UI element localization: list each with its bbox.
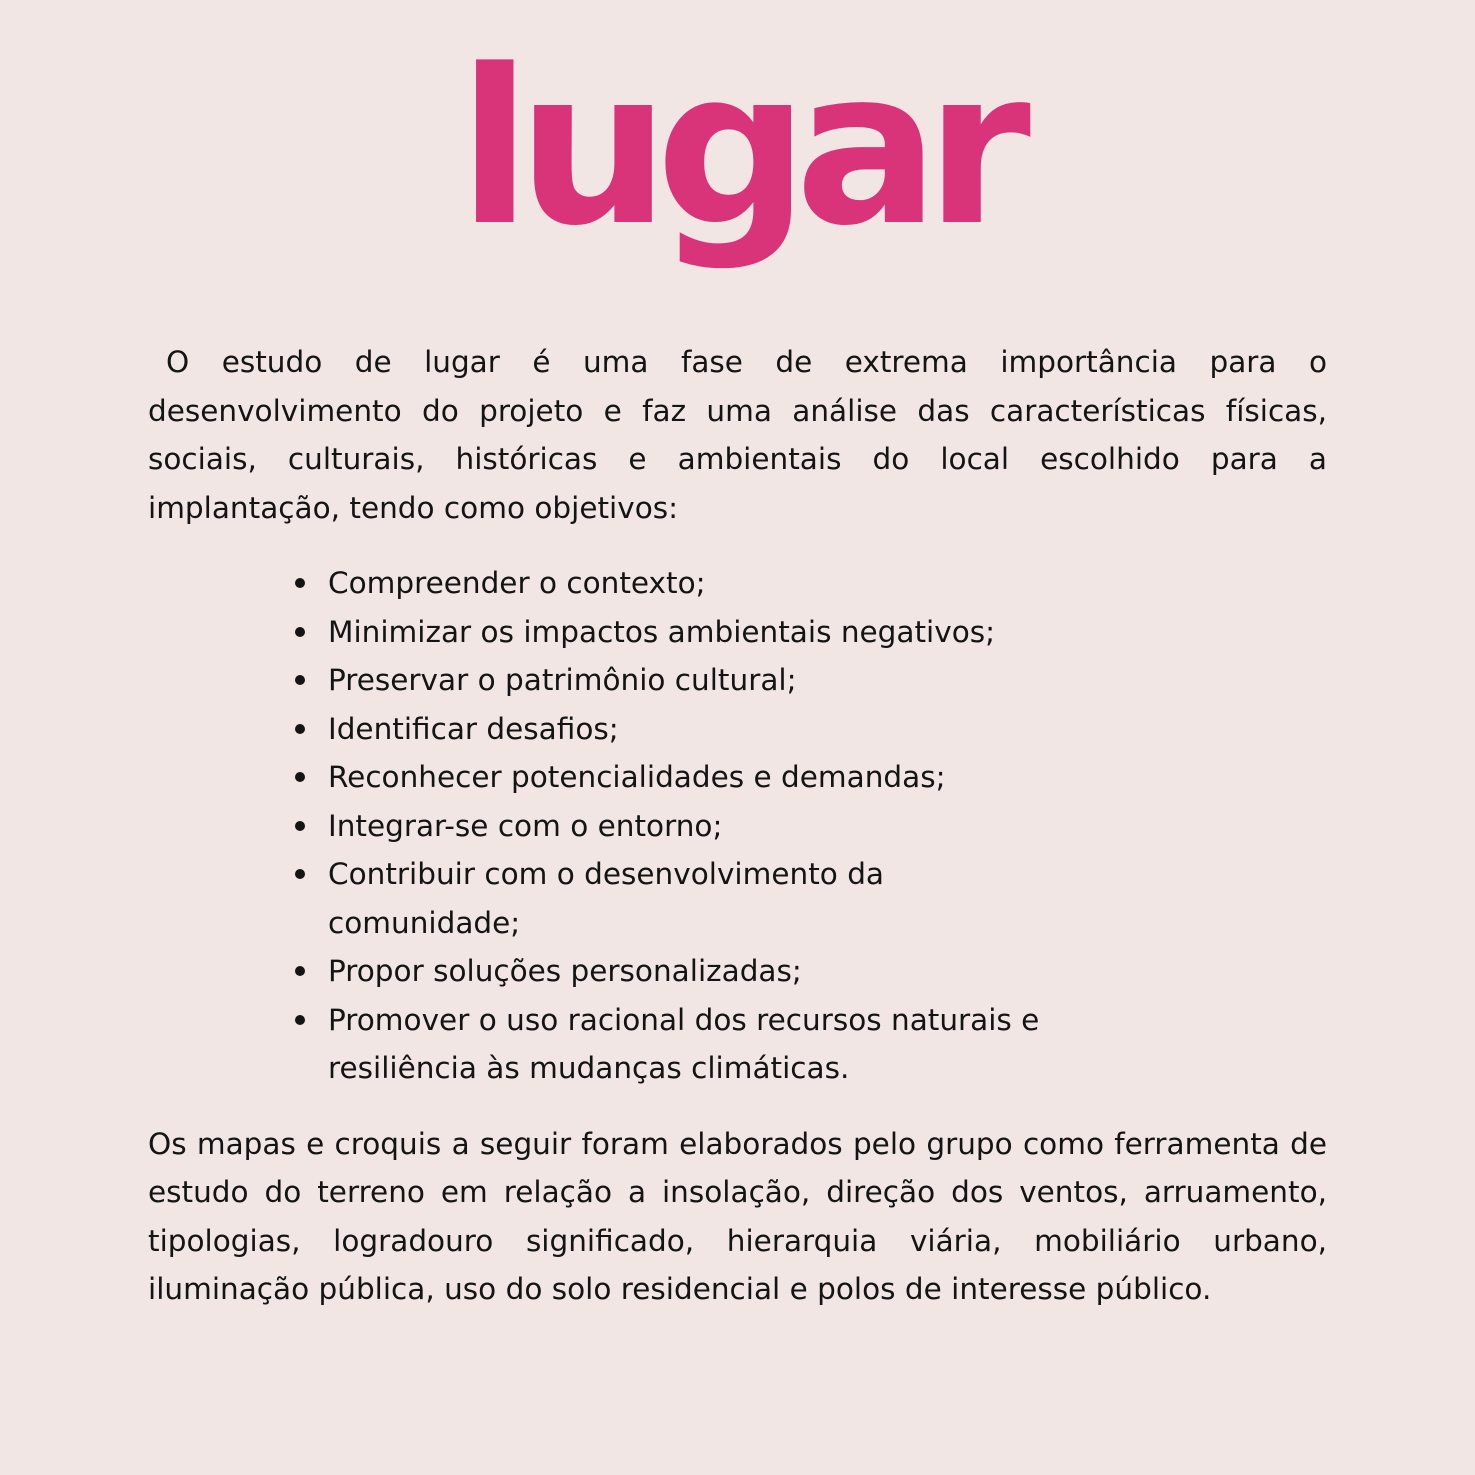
bullet-icon (295, 724, 305, 734)
list-item (328, 656, 1068, 705)
list-item-text: Compreender o contexto; (328, 566, 706, 600)
list-item (328, 947, 1068, 996)
bullet-icon (295, 627, 305, 637)
intro-paragraph: O estudo de lugar é uma fase de extrema importância para o desenvolvimento do projeto e faz uma análise das características físicas, sociais, culturais, históricas e ambientais do local escolhido para a implantação, tendo como objetivos: (148, 345, 1327, 525)
list-item-text: Propor soluções personalizadas; (328, 954, 802, 988)
list-item (328, 559, 1068, 608)
list-item-text: Promover o uso racional dos recursos naturais e resiliência às mudanças climáticas. (328, 1002, 1040, 1085)
list-item-text: Minimizar os impactos ambientais negativos; (328, 614, 996, 649)
list-item-text: Preservar o patrimônio cultural; (328, 663, 797, 697)
bullet-icon (295, 869, 305, 879)
closing-paragraph: Os mapas e croquis a seguir foram elaborados pelo grupo como ferramenta de estudo do terreno em relação a insolação, direção dos ventos, arruamento, tipologias, logradouro significado, hierarquia viária, mobiliário urbano, iluminação pública, uso do solo residencial e polos de interesse público. (148, 1126, 1327, 1306)
objectives-list (148, 559, 1327, 1093)
list-item-text: Integrar-se com o entorno; (328, 808, 723, 843)
list-item (328, 705, 1068, 754)
bullet-icon (295, 966, 305, 976)
list-item (328, 802, 1068, 851)
bullet-icon (295, 821, 305, 831)
bullet-icon (295, 772, 305, 782)
list-item (328, 996, 1068, 1093)
body-content (148, 338, 1327, 1314)
list-item-text: Reconhecer potencialidades e demandas; (328, 760, 946, 794)
list-item-text: Contribuir com o desenvolvimento da comunidade; (328, 857, 884, 940)
page-title: lugar (458, 24, 1017, 273)
bullet-icon (295, 675, 305, 685)
bullet-icon (295, 578, 305, 588)
list-item-text: Identificar desafios; (328, 711, 619, 746)
list-item (328, 850, 1068, 947)
list-item (328, 608, 1068, 657)
list-item (328, 753, 1068, 802)
bullet-icon (295, 1015, 305, 1025)
